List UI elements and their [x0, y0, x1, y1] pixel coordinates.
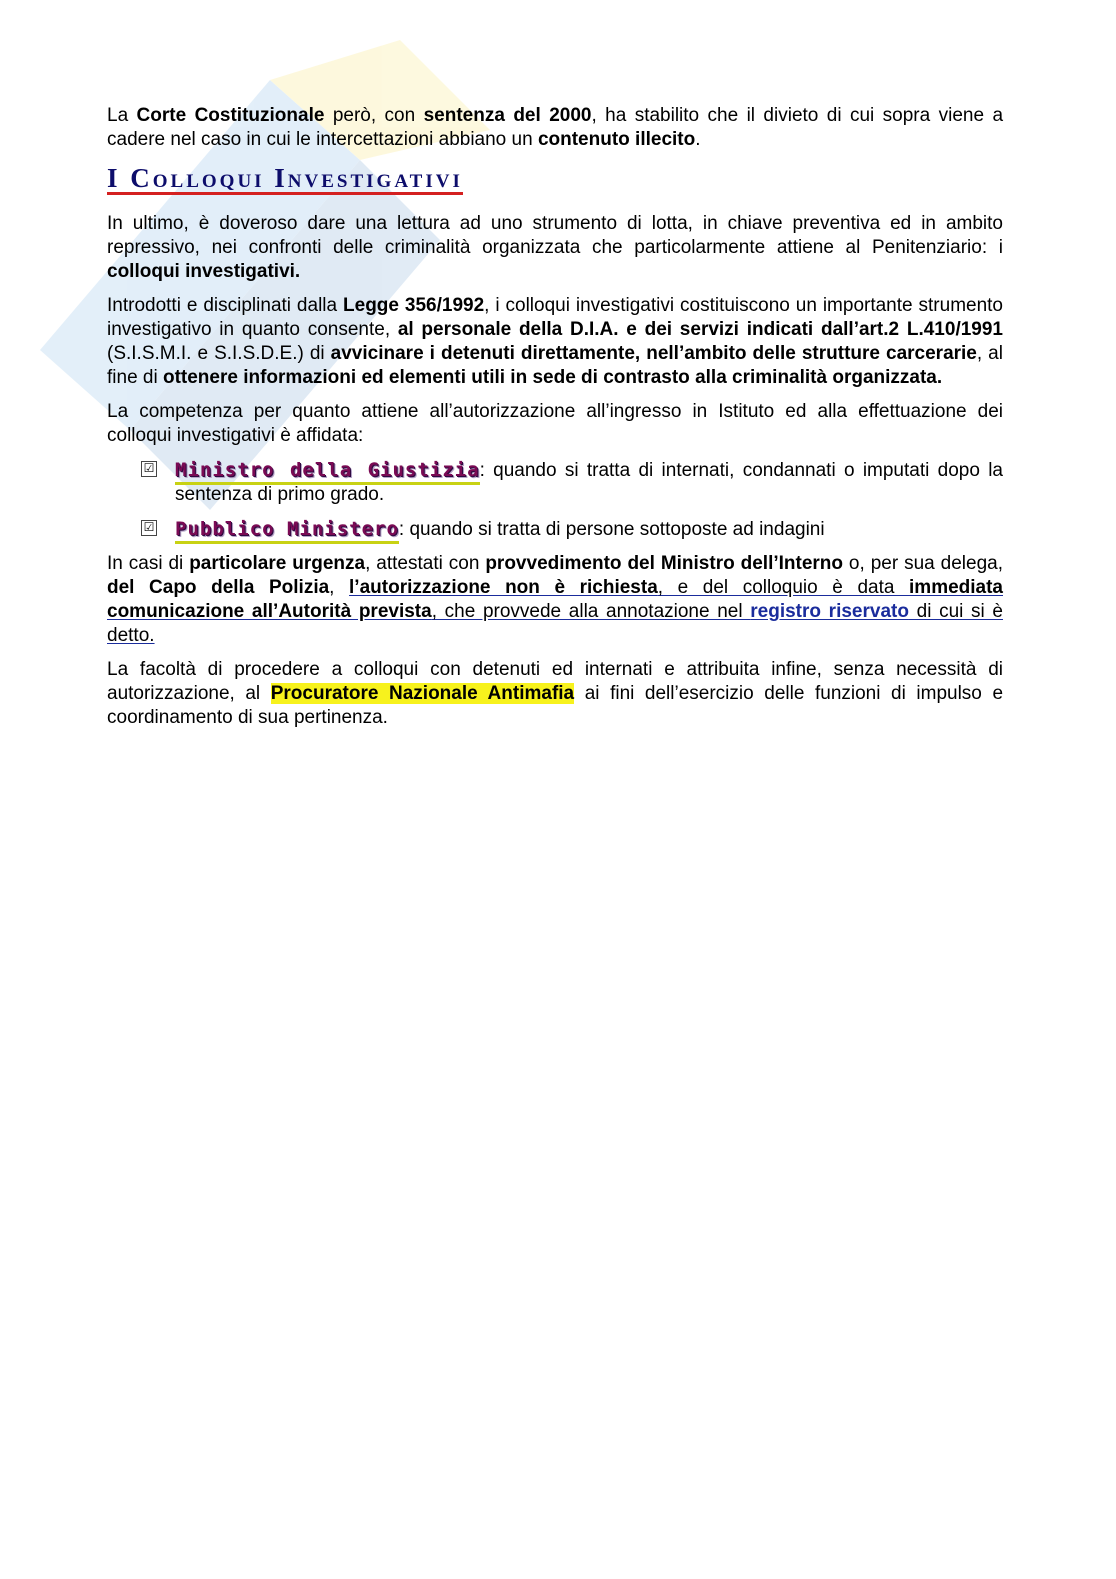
list-item-title: Pubblico Ministero [175, 518, 399, 544]
list-item-pubblico-ministero [107, 517, 1003, 542]
section-heading: I Colloqui Investigativi [107, 163, 463, 193]
document-page [107, 104, 1003, 740]
list-item-text: : quando si tratta di persone sottoposte ad indagini [398, 519, 825, 540]
paragraph-urgenza: In casi di particolare urgenza, attestati con provvedimento del Ministro dell’Interno o, per sua delega, del Capo della Polizia, l’autorizzazione non è richiesta, e del colloquio è data immediata comunicazione all’Autorità prevista, che provvede alla annotazione nel registro riservato di cui si è detto. [107, 553, 1003, 646]
paragraph-corte-costituzionale: La Corte Costituzionale però, con sentenza del 2000, ha stabilito che il divieto di cui sopra viene a cadere nel caso in cui le intercettazioni abbiano un contenuto illecito. [107, 105, 1004, 150]
paragraph-intro: In ultimo, è doveroso dare una lettura ad uno strumento di lotta, in chiave preventiva ed in ambito repressivo, nei confronti delle criminalità organizzata che particolarmente attiene al Penitenziario: i colloqui investigativi. [107, 213, 1003, 282]
paragraph-legge: Introdotti e disciplinati dalla Legge 356/1992, i colloqui investigativi costituiscono un importante strumento investigativo in quanto consente, al personale della D.I.A. e dei servizi indicati dall’art.2 L.410/1991 (S.I.S.M.I. e S.I.S.D.E.) di avvicinare i detenuti direttamente, nell’ambito delle strutture carcerarie, al fine di ottenere informazioni ed elementi utili in sede di contrasto alla criminalità organizzata. [107, 295, 1004, 388]
checkbox-icon: ☑ [141, 520, 157, 536]
highlighted-text: Procuratore Nazionale Antimafia [270, 683, 575, 704]
checkbox-icon: ☑ [141, 461, 157, 477]
list-item-ministro [107, 458, 1003, 507]
list-item-title: Ministro della Giustizia [175, 459, 480, 485]
paragraph-competenza: La competenza per quanto attiene all’autorizzazione all’ingresso in Istituto ed alla effettuazione dei colloqui investigativi è affidata: [107, 401, 1003, 446]
list-item-text: : quando si tratta di internati, condannati o imputati dopo la sentenza di primo grado. [175, 460, 1003, 505]
paragraph-procuratore: La facoltà di procedere a colloqui con detenuti ed internati e attribuita infine, senza necessità di autorizzazione, al Procuratore Nazionale Antimafia ai fini dell’esercizio delle funzioni di impulso e coordinamento di sua pertinenza. [107, 659, 1004, 728]
